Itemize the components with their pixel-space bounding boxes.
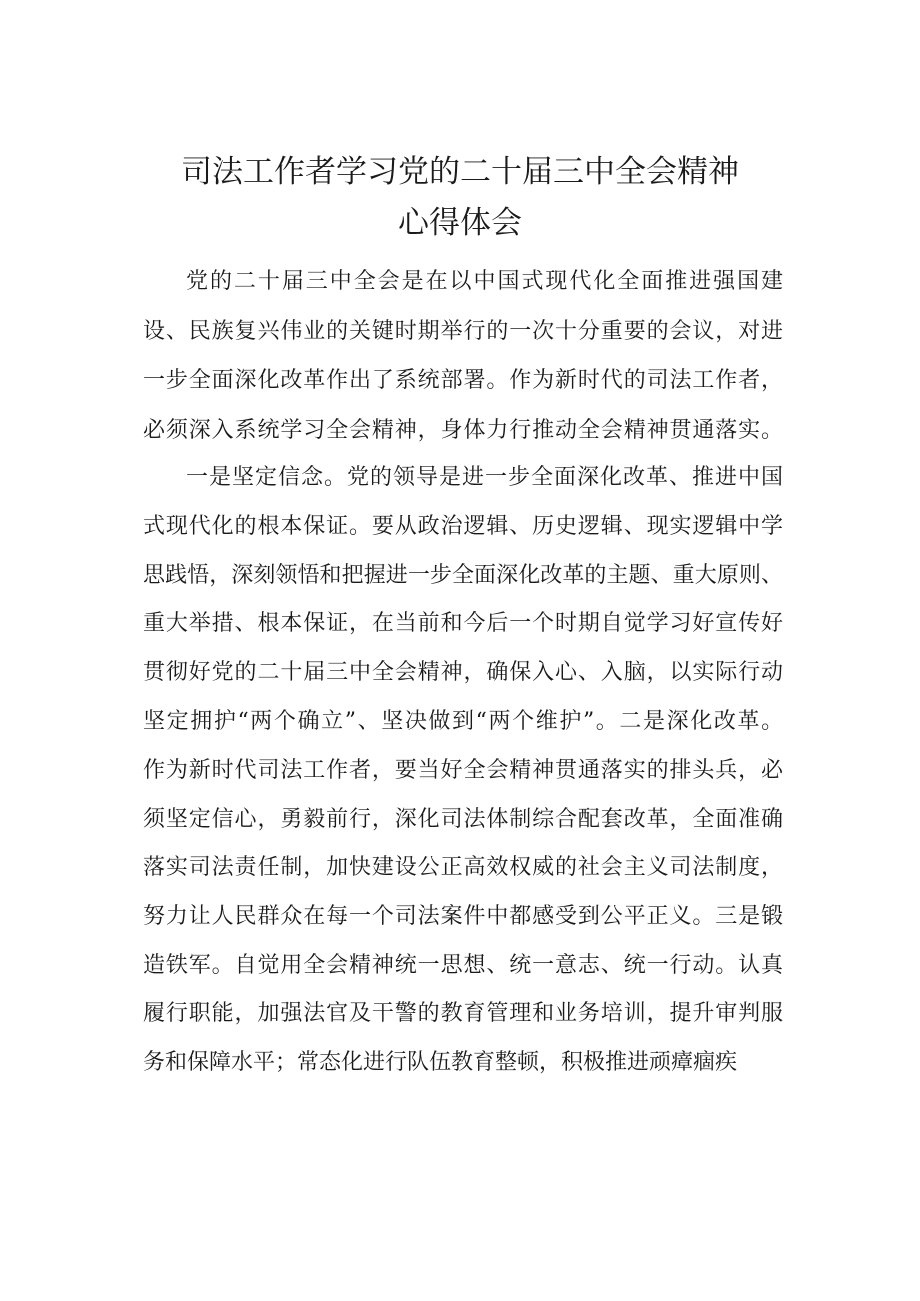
body-text-line: 思践悟，深刻领悟和把握进一步全面深化改革的主题、重大原则、 bbox=[143, 563, 784, 588]
body-text-line: 须坚定信心，勇毅前行，深化司法体制综合配套改革，全面准确 bbox=[143, 807, 784, 832]
body-text-line: 设、民族复兴伟业的关键时期举行的一次十分重要的会议，对进 bbox=[143, 319, 784, 344]
body-text-line: 党的二十届三中全会是在以中国式现代化全面推进强国建 bbox=[186, 269, 786, 294]
body-text-line: 努力让人民群众在每一个司法案件中都感受到公平正义。三是锻 bbox=[143, 904, 784, 929]
body-text-line: 造铁军。自觉用全会精神统一思想、统一意志、统一行动。认真 bbox=[143, 953, 784, 978]
body-text-line: 履行职能，加强法官及干警的教育管理和业务培训，提升审判服 bbox=[143, 1001, 784, 1026]
body-text-line: 落实司法责任制，加快建设公正高效权威的社会主义司法制度， bbox=[143, 855, 784, 880]
body-text-line: 式现代化的根本保证。要从政治逻辑、历史逻辑、现实逻辑中学 bbox=[143, 514, 784, 539]
body-text-line: 务和保障水平；常态化进行队伍教育整顿，积极推进顽瘴痼疾 bbox=[143, 1050, 738, 1075]
body-text-line: 贯彻好党的二十届三中全会精神，确保入心、入脑，以实际行动 bbox=[143, 660, 784, 685]
body-text-line: 坚定拥护“两个确立”、坚决做到“两个维护”。二是深化改革。 bbox=[143, 709, 785, 734]
body-text-line: 重大举措、根本保证，在当前和今后一个时期自觉学习好宣传好 bbox=[143, 611, 784, 636]
body-text-line: 一步全面深化改革作出了系统部署。作为新时代的司法工作者， bbox=[143, 368, 784, 393]
body-text-line: 一是坚定信念。党的领导是进一步全面深化改革、推进中国 bbox=[186, 465, 785, 490]
body-text-line: 必须深入系统学习全会精神，身体力行推动全会精神贯通落实。 bbox=[143, 418, 784, 443]
body-text-line: 作为新时代司法工作者，要当好全会精神贯通落实的排头兵，必 bbox=[143, 758, 784, 783]
document-title-line-1: 司法工作者学习党的二十届三中全会精神 bbox=[181, 154, 739, 190]
document-title-line-2: 心得体会 bbox=[398, 205, 522, 241]
